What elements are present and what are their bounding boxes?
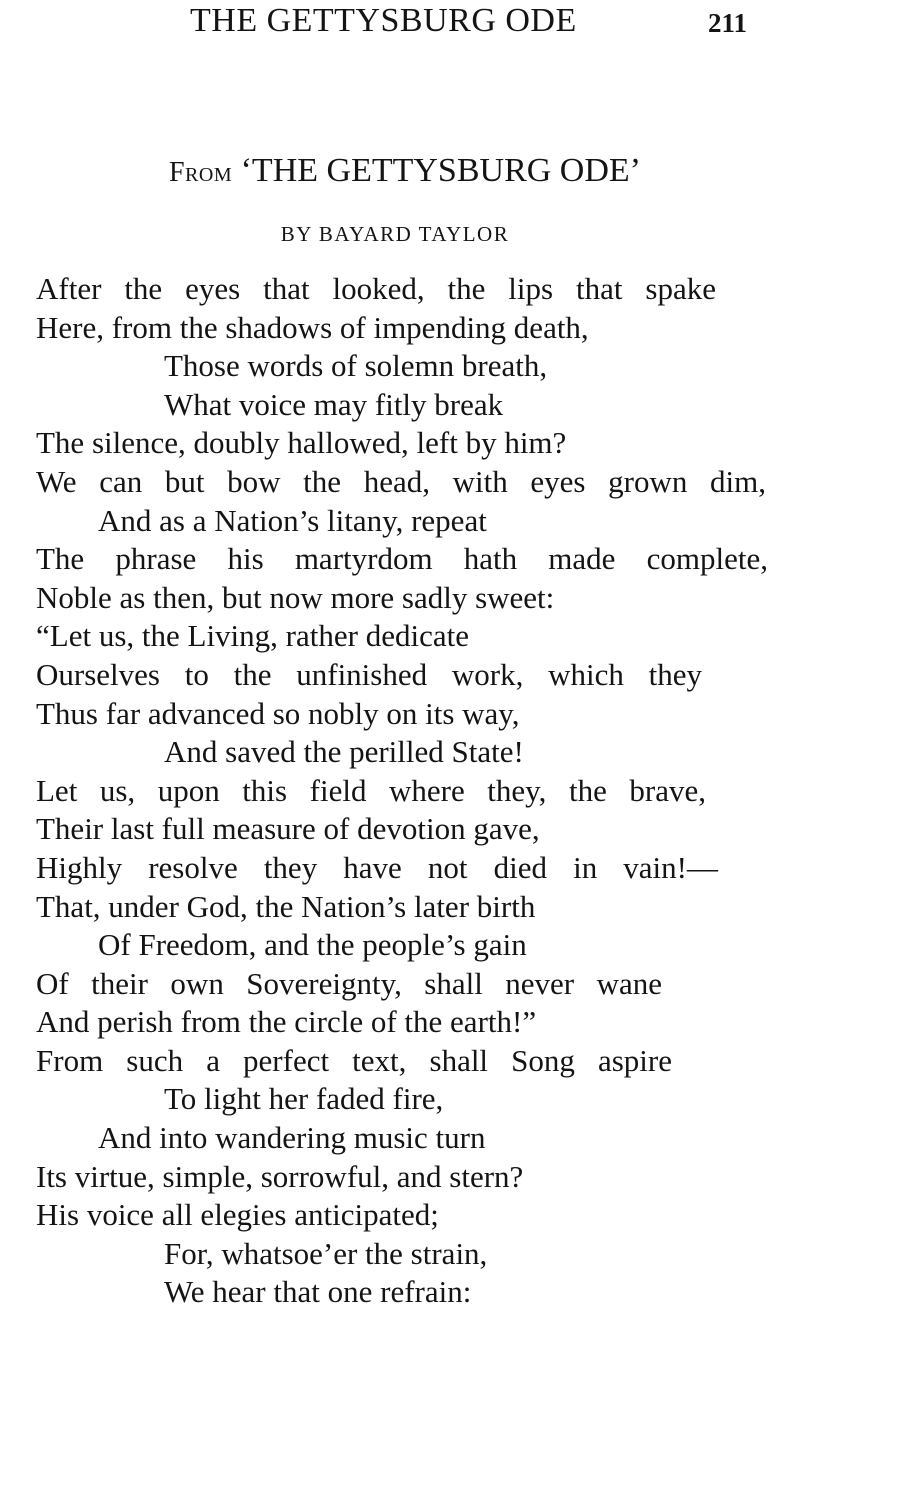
poem-line: What voice may fitly break: [164, 386, 504, 422]
poem-line: Ourselves to the unfinished work, which they: [36, 656, 702, 692]
running-head: [0, 2, 900, 44]
poem-line: Their last full measure of devotion gave,: [36, 811, 540, 847]
poem-title: [0, 152, 810, 190]
poem-line: Thus far advanced so nobly on its way,: [36, 695, 520, 731]
poem-line: Here, from the shadows of impending death,: [36, 309, 589, 345]
poem-line: Of their own Sovereignty, shall never wane: [36, 965, 662, 1001]
poem-line: The phrase his martyrdom hath made complete,: [36, 541, 768, 577]
poem-line: After the eyes that looked, the lips that spake: [36, 271, 716, 306]
poem-line: Highly resolve they have not died in vain!—: [36, 849, 718, 885]
poem-line: “Let us, the Living, rather dedicate: [36, 618, 469, 654]
page-number: 211: [708, 8, 748, 38]
poem-line: And into wandering music turn: [98, 1120, 486, 1156]
poem-line: That, under God, the Nation’s later birth: [36, 888, 536, 924]
poem-line: We hear that one refrain:: [164, 1274, 472, 1310]
poem-line: And saved the perilled State!: [164, 734, 524, 770]
poem-byline: BY BAYARD TAYLOR: [280, 222, 510, 246]
poem-line: For, whatsoe’er the strain,: [164, 1235, 488, 1271]
poem-line: And as a Nation’s litany, repeat: [98, 502, 487, 538]
running-title: THE GETTYSBURG ODE: [190, 2, 577, 39]
poem-body: [36, 270, 796, 1312]
poem-line: Let us, upon this field where they, the brave,: [36, 772, 706, 808]
poem-line: To light her faded fire,: [164, 1081, 444, 1117]
poem-line: Of Freedom, and the people’s gain: [98, 927, 527, 963]
poem-line: Those words of solemn breath,: [164, 348, 548, 384]
poem-title-text: ‘THE GETTYSBURG ODE’: [240, 152, 642, 189]
poem-line: Its virtue, simple, sorrowful, and stern?: [36, 1158, 524, 1194]
poem-line: His voice all elegies anticipated;: [36, 1197, 439, 1233]
poem-line: We can but bow the head, with eyes grown dim,: [36, 463, 766, 499]
poem-line: And perish from the circle of the earth!”: [36, 1004, 537, 1040]
poem-title-prefix: From: [168, 157, 233, 188]
poem-line: The silence, doubly hallowed, left by him?: [36, 425, 567, 461]
poem-line: Noble as then, but now more sadly sweet:: [36, 579, 555, 615]
poem-line: From such a perfect text, shall Song aspire: [36, 1042, 672, 1078]
